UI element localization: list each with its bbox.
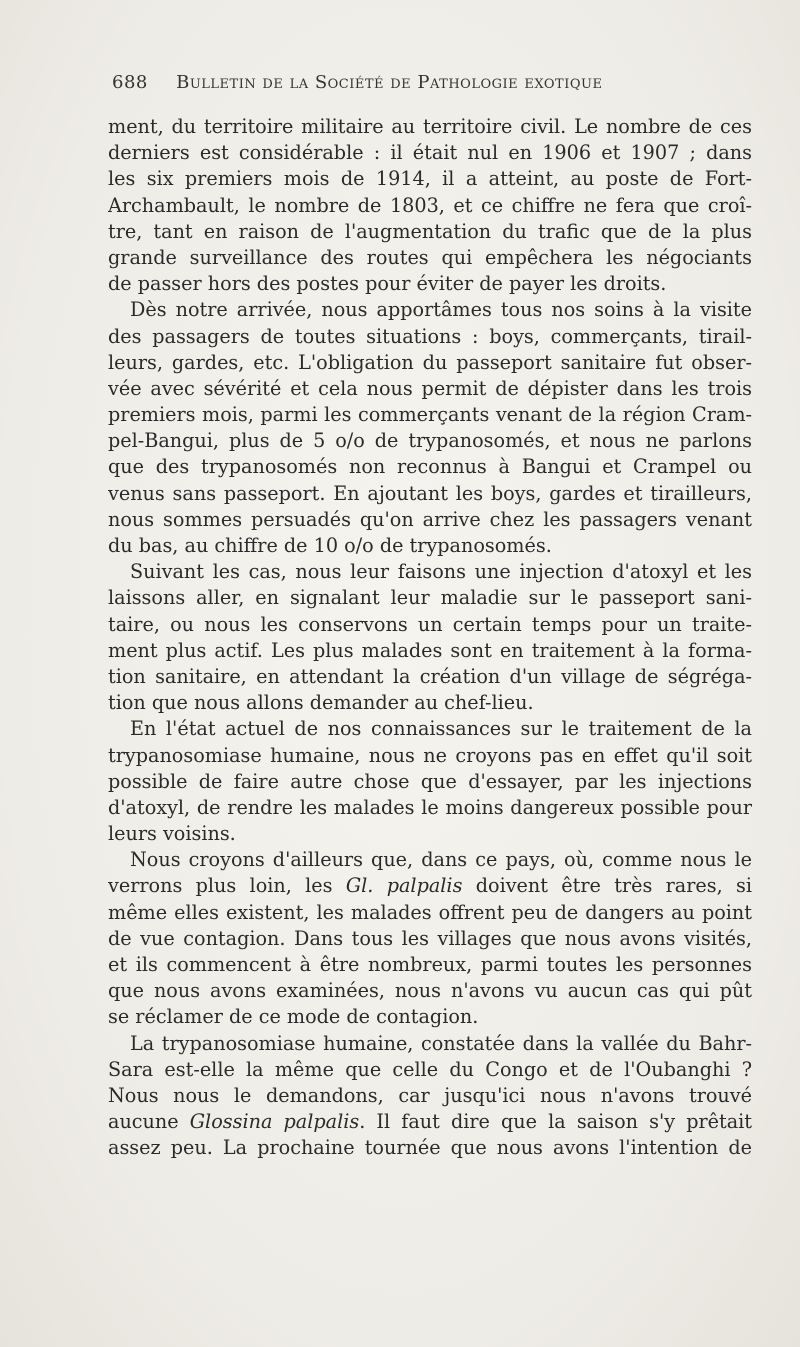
text-run: doivent être très rares, si	[462, 874, 752, 898]
text-line: pel-Bangui, plus de 5 o/o de trypanosomés, et nous ne parlons	[108, 429, 752, 453]
body-text	[108, 114, 752, 1162]
running-header	[112, 72, 672, 93]
text-line: Suivant les cas, nous leur faisons une injection d'atoxyl et les	[130, 560, 752, 584]
text-line: de vue contagion. Dans tous les villages que nous avons visités,	[108, 926, 752, 950]
text-line	[108, 1109, 752, 1135]
text-line: tion sanitaire, en attendant la création d'un village de ségréga-	[108, 664, 752, 688]
text-line: venus sans passeport. En ajoutant les boys, gardes et tirailleurs,	[108, 481, 752, 505]
text-line: de passer hors des postes pour éviter de payer les droits.	[108, 272, 667, 296]
text-line: Nous croyons d'ailleurs que, dans ce pays, où, comme nous le	[130, 848, 752, 872]
text-line: vée avec sévérité et cela nous permit de dépister dans les trois	[108, 376, 752, 400]
text-line: les six premiers mois de 1914, il a atteint, au poste de Fort-	[108, 167, 752, 191]
text-line: premiers mois, parmi les commerçants venant de la région Cram-	[108, 403, 752, 427]
text-line: tre, tant en raison de l'augmentation du trafic que de la plus	[108, 219, 752, 243]
text-line: se réclamer de ce mode de contagion.	[108, 1005, 479, 1029]
text-line: Nous nous le demandons, car jusqu'ici nous n'avons trouvé	[108, 1083, 752, 1107]
text-run: aucune	[108, 1110, 190, 1134]
text-line: nous sommes persuadés qu'on arrive chez les passagers venant	[108, 507, 752, 531]
text-line: même elles existent, les malades offrent peu de dangers au point	[108, 900, 752, 924]
text-line: des passagers de toutes situations : boys, commerçants, tirail-	[108, 324, 752, 348]
text-line: taire, ou nous les conservons un certain temps pour un traite-	[108, 612, 752, 636]
text-line: ment, du territoire militaire au territoire civil. Le nombre de ces	[108, 115, 752, 138]
text-line: Sara est-elle la même que celle du Congo et de l'Oubanghi ?	[108, 1057, 752, 1081]
text-line: derniers est considérable : il était nul en 1906 et 1907 ; dans	[108, 141, 752, 165]
text-line: que nous avons examinées, nous n'avons vu aucun cas qui pût	[108, 979, 752, 1003]
text-line: que des trypanosomés non reconnus à Bangui et Crampel ou	[108, 455, 752, 479]
text-line: et ils commencent à être nombreux, parmi toutes les personnes	[108, 953, 752, 976]
journal-title: Bulletin de la Société de Pathologie exotique	[176, 72, 603, 93]
species-name: Gl. palpalis	[345, 874, 463, 898]
text-line: trypanosomiase humaine, nous ne croyons pas en effet qu'il soit	[108, 743, 752, 767]
text-line: assez peu. La prochaine tournée que nous avons l'intention de	[108, 1136, 752, 1160]
text-line: tion que nous allons demander au chef-lieu.	[108, 691, 534, 715]
text-line: En l'état actuel de nos connaissances sur le traitement de la	[130, 717, 752, 741]
page-number: 688	[112, 72, 148, 93]
text-line: Dès notre arrivée, nous apportâmes tous nos soins à la visite	[130, 298, 752, 322]
text-line: Archambault, le nombre de 1803, et ce chiffre ne fera que croî-	[108, 193, 752, 217]
text-line: d'atoxyl, de rendre les malades le moins dangereux possible pour	[108, 795, 752, 819]
species-name: Glossina palpalis	[189, 1110, 360, 1134]
text-line: leurs, gardes, etc. L'obligation du passeport sanitaire fut obser-	[108, 350, 752, 374]
text-line: possible de faire autre chose que d'essayer, par les injections	[108, 769, 752, 793]
text-line: laissons aller, en signalant leur maladie sur le passeport sani-	[108, 586, 752, 610]
text-line: ment plus actif. Les plus malades sont en traitement à la forma-	[108, 638, 752, 662]
text-line: La trypanosomiase humaine, constatée dans la vallée du Bahr-	[130, 1031, 752, 1055]
text-line: grande surveillance des routes qui empêchera les négociants	[108, 245, 752, 269]
text-line	[108, 873, 752, 899]
text-run: verrons plus loin, les	[108, 874, 346, 898]
text-line: du bas, au chiffre de 10 o/o de trypanosomés.	[108, 534, 552, 557]
text-run: . Il faut dire que la saison s'y prêtait	[359, 1110, 752, 1134]
text-line: leurs voisins.	[108, 822, 236, 846]
